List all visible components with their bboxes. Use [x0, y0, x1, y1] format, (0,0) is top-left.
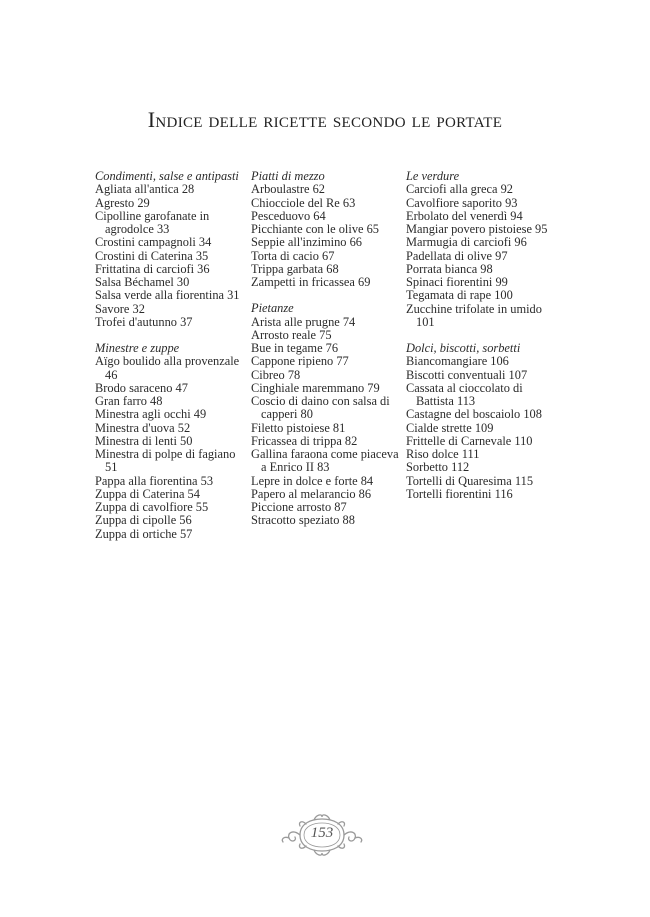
- recipe-entry: Arista alle prugne 74: [251, 314, 356, 329]
- recipe-entry: Arboulastre 62: [251, 182, 325, 197]
- recipe-entry: Gallina faraona come piaceva a Enrico II 83: [251, 447, 399, 475]
- section-heading: Dolci, biscotti, sorbetti: [406, 341, 521, 355]
- recipe-entry: Riso dolce 111: [406, 447, 480, 461]
- section-heading: Le verdure: [406, 169, 460, 183]
- recipe-entry: Zuppa di ortiche 57: [95, 526, 193, 541]
- recipe-entry: Tortelli di Quaresima 115: [406, 473, 534, 488]
- index-column-1: [95, 170, 245, 541]
- recipe-entry: Padellata di olive 97: [406, 248, 508, 263]
- recipe-entry: Zuppa di cipolle 56: [95, 513, 192, 528]
- index-section: [95, 170, 245, 329]
- recipe-entry: Erbolato del venerdì 94: [406, 208, 523, 223]
- recipe-entry: Zuppa di cavolfiore 55: [95, 500, 209, 514]
- recipe-entry: Cipolline garofanate in agrodolce 33: [95, 208, 210, 236]
- recipe-entry: Cappone ripieno 77: [251, 354, 349, 369]
- recipe-entry: Agliata all'antica 28: [95, 182, 195, 197]
- recipe-entry: Cavolfiore saporito 93: [406, 195, 518, 210]
- recipe-entry: Pesceduovo 64: [251, 208, 326, 223]
- recipe-entry: Salsa verde alla fiorentina 31: [95, 288, 240, 303]
- recipe-entry: Carciofi alla greca 92: [406, 182, 513, 197]
- index-section: [251, 302, 401, 527]
- recipe-entry: Minestra di lenti 50: [95, 433, 193, 448]
- recipe-entry: Biancomangiare 106: [406, 354, 509, 369]
- recipe-entry: Brodo saraceno 47: [95, 380, 188, 395]
- section-heading: Minestre e zuppe: [95, 341, 180, 355]
- recipe-entry: Agresto 29: [95, 195, 150, 210]
- recipe-entry: Zucchine trifolate in umido 101: [406, 301, 542, 329]
- recipe-entry: Cassata al cioccolato di Battista 113: [406, 380, 523, 408]
- recipe-entry: Salsa Béchamel 30: [95, 275, 190, 289]
- index-column-2: [251, 170, 401, 528]
- recipe-entry: Tortelli fiorentini 116: [406, 486, 513, 501]
- index-section: [95, 342, 245, 541]
- recipe-entry: Trippa garbata 68: [251, 261, 339, 276]
- recipe-entry: Piccione arrosto 87: [251, 500, 347, 514]
- recipe-entry: Coscio di daino con salsa di capperi 80: [251, 394, 390, 422]
- index-column-3: [406, 170, 556, 501]
- recipe-entry: Savore 32: [95, 301, 145, 316]
- recipe-entry: Mangiar povero pistoiese 95: [406, 222, 548, 236]
- recipe-entry: Stracotto speziato 88: [251, 513, 355, 528]
- recipe-entry: Chiocciole del Re 63: [251, 195, 356, 210]
- recipe-entry: Crostini di Caterina 35: [95, 248, 209, 263]
- recipe-entry: Pappa alla fiorentina 53: [95, 473, 214, 488]
- page-number: 153: [310, 825, 334, 841]
- recipe-entry: Castagne del boscaiolo 108: [406, 407, 542, 422]
- index-section: [251, 170, 401, 289]
- recipe-entry: Fricassea di trippa 82: [251, 433, 358, 448]
- recipe-entry: Gran farro 48: [95, 394, 163, 408]
- recipe-entry: Minestra d'uova 52: [95, 420, 191, 435]
- recipe-entry: Zampetti in fricassea 69: [251, 275, 371, 289]
- recipe-entry: Bue in tegame 76: [251, 341, 339, 355]
- recipe-entry: Frittatina di carciofi 36: [95, 261, 210, 276]
- recipe-entry: Torta di cacio 67: [251, 248, 335, 263]
- index-section: [406, 170, 556, 329]
- page-title: Indice delle ricette secondo le portate: [147, 107, 503, 132]
- recipe-entry: Filetto pistoiese 81: [251, 420, 346, 435]
- recipe-entry: Picchiante con le olive 65: [251, 222, 379, 236]
- index-section: [406, 342, 556, 501]
- recipe-entry: Minestra di polpe di fagiano 51: [95, 447, 236, 475]
- recipe-entry: Arrosto reale 75: [251, 327, 332, 342]
- recipe-entry: Cialde strette 109: [406, 420, 494, 435]
- recipe-entry: Zuppa di Caterina 54: [95, 486, 200, 501]
- recipe-entry: Papero al melarancio 86: [251, 486, 372, 501]
- recipe-entry: Tegamata di rape 100: [406, 288, 513, 303]
- page-number-ornament: [278, 812, 366, 858]
- recipe-entry: Aïgo boulido alla provenzale 46: [95, 354, 240, 382]
- section-heading: Pietanze: [251, 301, 294, 316]
- recipe-entry: Sorbetto 112: [406, 460, 470, 475]
- recipe-entry: Frittelle di Carnevale 110: [406, 433, 533, 448]
- recipe-entry: Trofei d'autunno 37: [95, 314, 193, 329]
- recipe-entry: Spinaci fiorentini 99: [406, 275, 508, 289]
- recipe-entry: Marmugia di carciofi 96: [406, 235, 527, 250]
- recipe-entry: Cinghiale maremmano 79: [251, 380, 380, 395]
- recipe-entry: Porrata bianca 98: [406, 261, 493, 276]
- recipe-entry: Minestra agli occhi 49: [95, 407, 207, 422]
- recipe-entry: Seppie all'inzimino 66: [251, 235, 362, 250]
- recipe-entry: Crostini campagnoli 34: [95, 235, 212, 250]
- section-heading: Piatti di mezzo: [251, 169, 325, 183]
- section-heading: Condimenti, salse e antipasti: [95, 169, 239, 183]
- recipe-entry: Lepre in dolce e forte 84: [251, 473, 374, 488]
- recipe-entry: Cibreo 78: [251, 367, 301, 382]
- recipe-entry: Biscotti conventuali 107: [406, 367, 528, 382]
